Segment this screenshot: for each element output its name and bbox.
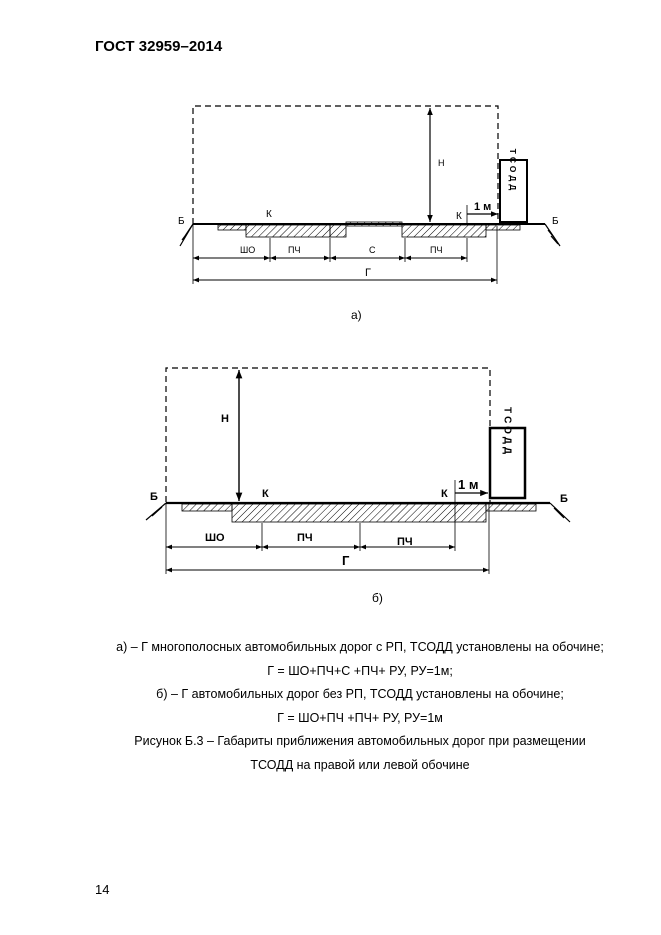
- layer-carriageway-1: [246, 225, 330, 237]
- figure-caption: [60, 636, 660, 777]
- layer-shoulder-right: [486, 225, 520, 230]
- label-h: Н: [221, 413, 229, 425]
- document-header: ГОСТ 32959–2014: [95, 38, 223, 55]
- caption-line-5: Рисунок Б.3 – Габариты приближения автомобильных дорог при размещении: [134, 734, 586, 748]
- label-g: Г: [365, 267, 371, 279]
- label-k-right: К: [441, 488, 448, 500]
- label-b-left: Б: [150, 491, 158, 503]
- slope-left: [180, 224, 193, 246]
- figure-a: [0, 95, 661, 305]
- caption-line-6: ТСОДД на правой или левой обочине: [250, 757, 470, 772]
- figure-b-drawing: [0, 360, 661, 580]
- label-k-right: К: [456, 211, 462, 222]
- label-c: С: [369, 245, 376, 255]
- figure-b-label: б): [372, 591, 383, 605]
- label-h: Н: [438, 158, 445, 168]
- layer-carriageway: [232, 504, 486, 522]
- clearance-envelope: [193, 106, 498, 224]
- label-b-left: Б: [178, 216, 185, 227]
- label-one-metre: 1 м: [474, 201, 492, 213]
- figure-a-label: а): [351, 308, 362, 322]
- slope-left: [146, 503, 166, 520]
- slope-right: [545, 224, 560, 246]
- slope-right: [550, 503, 570, 522]
- label-one-metre: 1 м: [458, 477, 479, 492]
- caption-line-4: Г = ШО+ПЧ +ПЧ+ РУ, РУ=1м: [277, 710, 443, 725]
- label-sho: ШО: [240, 245, 256, 255]
- page-number: 14: [95, 882, 110, 897]
- label-b-right: Б: [552, 216, 559, 227]
- label-pch-1: ПЧ: [288, 245, 301, 255]
- tsodd-sign-text: ТСОДД: [501, 407, 513, 457]
- label-b-right: Б: [560, 493, 568, 505]
- layer-median: [330, 225, 346, 237]
- layer-carriageway-2: [402, 225, 486, 237]
- figure-a-drawing: [0, 95, 661, 305]
- label-k-left: К: [266, 209, 272, 220]
- caption-line-1: а) – Г многополосных автомобильных дорог с РП, ТСОДД установлены на обочине;: [116, 640, 604, 654]
- caption-line-2: Г = ШО+ПЧ+С +ПЧ+ РУ, РУ=1м;: [267, 663, 453, 678]
- layer-median-top: [346, 222, 402, 226]
- layer-shoulder-left: [218, 225, 246, 230]
- clearance-envelope: [166, 368, 490, 502]
- layer-shoulder-right: [486, 504, 536, 511]
- label-sho: ШО: [205, 532, 225, 544]
- label-pch-2: ПЧ: [430, 245, 443, 255]
- tsodd-sign-text: ТСОДД: [508, 148, 518, 194]
- label-g: Г: [342, 553, 350, 568]
- caption-line-3: б) – Г автомобильных дорог без РП, ТСОДД установлены на обочине;: [156, 687, 564, 701]
- layer-shoulder-left: [182, 504, 232, 511]
- figure-b: [0, 360, 661, 580]
- extension-lines: [193, 205, 497, 284]
- label-k-left: К: [262, 488, 269, 500]
- label-pch-1: ПЧ: [297, 532, 313, 544]
- label-pch-2: ПЧ: [397, 536, 413, 548]
